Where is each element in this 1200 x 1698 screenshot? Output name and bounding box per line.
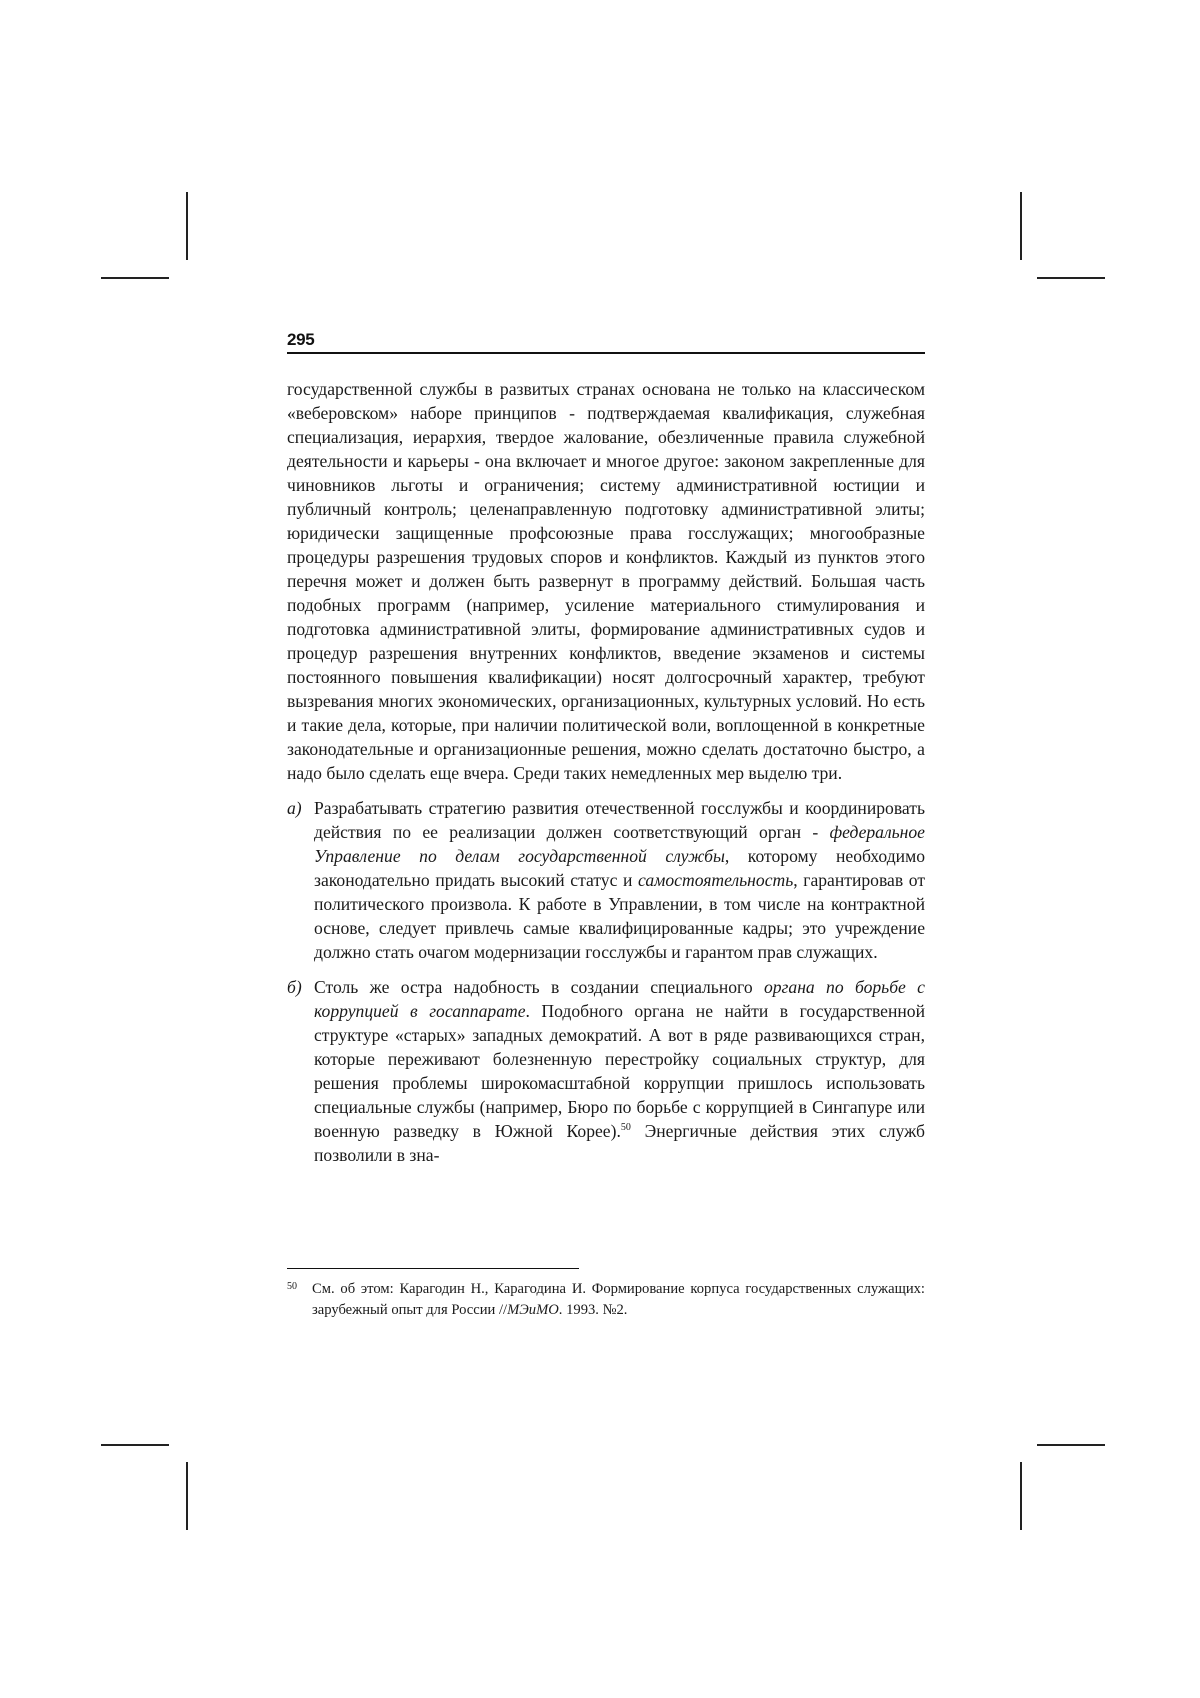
emphasis-text: самостоятельность xyxy=(638,870,793,890)
emphasis-text: органа по борьбе с коррупцией в госаппарате xyxy=(314,977,925,1021)
list-text: Энергичные действия этих служб позволили в зна- xyxy=(314,1121,925,1165)
list-item-a xyxy=(287,796,925,964)
list-marker: б) xyxy=(287,975,302,999)
emphasis-text: федеральное Управление по делам государственной службы xyxy=(314,822,925,866)
footnote-text-body: См. об этом: Карагодин Н., Карагодина И. Формирование корпуса государственных служащих: зарубежный опыт для России // xyxy=(312,1281,925,1318)
footnote-reference[interactable]: 50 xyxy=(621,1122,631,1133)
footnote-journal: МЭиМО xyxy=(507,1302,559,1318)
header-rule xyxy=(287,352,925,354)
footnote-text xyxy=(287,1279,925,1321)
crop-mark-top-right xyxy=(1037,277,1105,279)
crop-mark-top-right xyxy=(1020,192,1022,260)
crop-mark-top-left xyxy=(101,277,169,279)
crop-mark-bottom-right xyxy=(1020,1462,1022,1530)
list-text: . Подобного органа не найти в государственной структуре «старых» западных демократий. А вот в ряде развивающихся стран, которые переживают болезненную перестройку социальных структур, для решения проблемы широкомасштабной коррупции пришлось использовать специальные службы (например, Бюро по борьбе с коррупцией в Сингапуре или военную разведку в Южной Корее). xyxy=(314,1001,925,1141)
crop-mark-bottom-left xyxy=(101,1444,169,1446)
footnote-rule xyxy=(287,1268,579,1269)
crop-mark-bottom-left xyxy=(186,1462,188,1530)
crop-mark-top-left xyxy=(186,192,188,260)
body-text xyxy=(287,377,925,1167)
list-item-b xyxy=(287,975,925,1167)
list-text: Разрабатывать стратегию развития отечественной госслужбы и координировать действия по ее реализации должен соответствующий орган - xyxy=(314,798,925,842)
page-number: 295 xyxy=(287,330,314,350)
list-text: , гарантировав от политического произвола. К работе в Управлении, в том числе на контрактной основе, следует привлечь самые квалифицированные кадры; это учреждение должно стать очагом модернизации госслужбы и гарантом прав служащих. xyxy=(314,870,925,962)
crop-mark-bottom-right xyxy=(1037,1444,1105,1446)
footnote xyxy=(287,1279,925,1321)
list-text: , которому необходимо законодательно придать высокий статус и xyxy=(314,846,925,890)
list-marker: а) xyxy=(287,796,302,820)
list-text: Столь же остра надобность в создании специального xyxy=(314,977,764,997)
intro-paragraph: государственной службы в развитых странах основана не только на классическом «веберовском» наборе принципов - подтверждаемая квалификация, служебная специализация, иерархия, твердое жалование, обезличенные правила служебной деятельности и карьеры - она включает и многое другое: законом закрепленные для чиновников льготы и ограничения; систему административной юстиции и публичный контроль; целенаправленную подготовку административной элиты; юридически защищенные профсоюзные права госслужащих; многообразные процедуры разрешения трудовых споров и конфликтов. Каждый из пунктов этого перечня может и должен быть развернут в программу действий. Большая часть подобных программ (например, усиление материального стимулирования и подготовка административной элиты, формирование административных судов и процедур разрешения внутренних конфликтов, введение экзаменов и системы постоянного повышения квалификации) носят долгосрочный характер, требуют вызревания многих экономических, организационных, культурных условий. Но есть и такие дела, которые, при наличии политической воли, воплощенной в конкретные законодательные и организационные решения, можно сделать достаточно быстро, а надо было сделать еще вчера. Среди таких немедленных мер выделю три. xyxy=(287,377,925,785)
footnote-number: 50 xyxy=(287,1276,297,1297)
footnote-text-tail: . 1993. №2. xyxy=(559,1302,628,1318)
